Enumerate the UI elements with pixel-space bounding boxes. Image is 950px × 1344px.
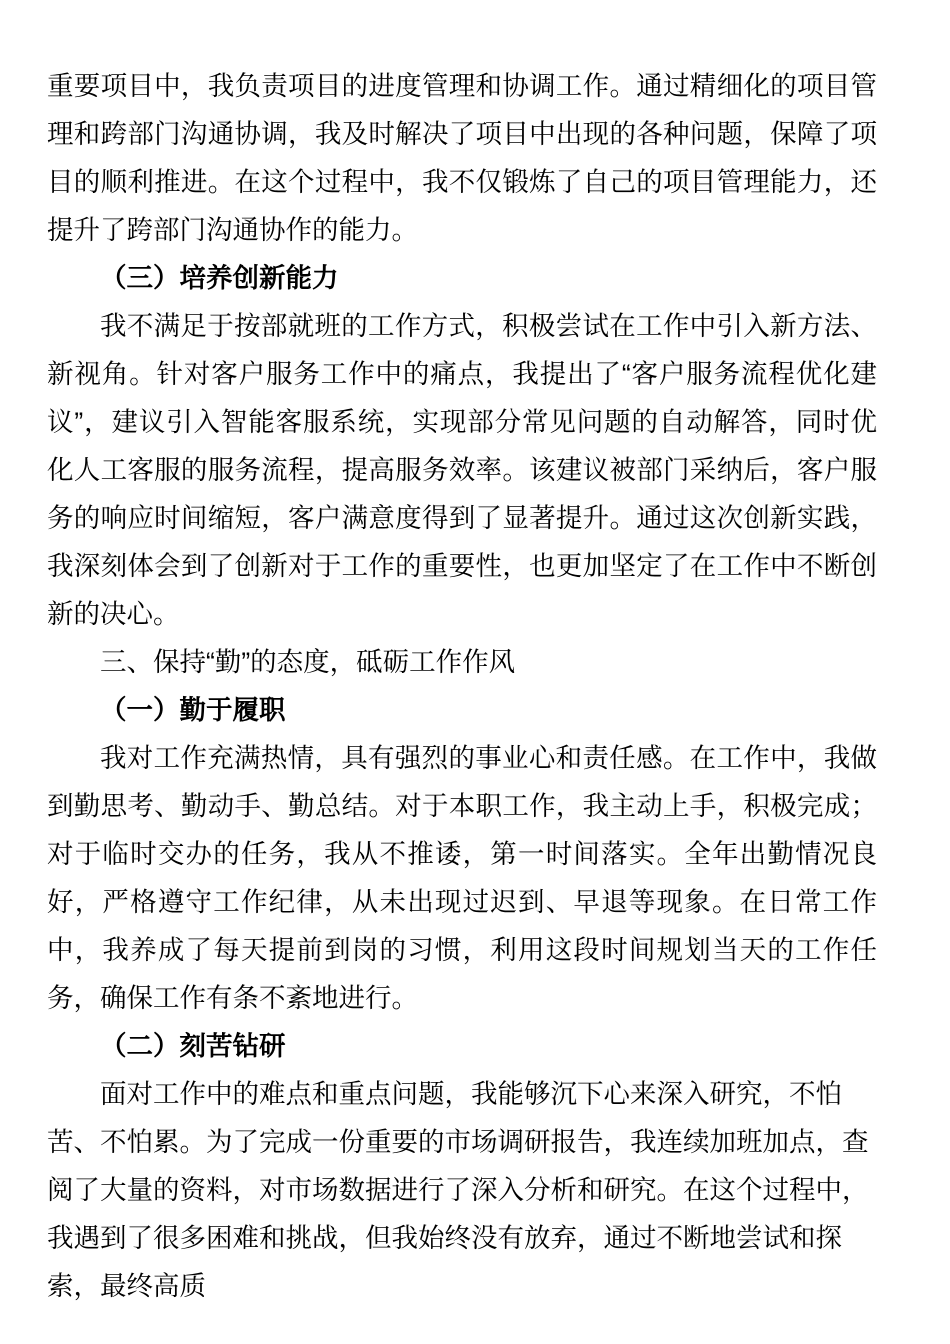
paragraph-hard-study: 面对工作中的难点和重点问题，我能够沉下心来深入研究，不怕苦、不怕累。为了完成一份重要的市场调研报告，我连续加班加点，查阅了大量的资料，对市场数据进行了深入分析和研究。在这个过程中，我遇到了很多困难和挑战，但我始终没有放弃，通过不断地尝试和探索，最终高质: [47, 1079, 869, 1301]
paragraph-innovation: 我不满足于按部就班的工作方式，积极尝试在工作中引入新方法、新视角。针对客户服务工作中的痛点，我提出了“客户服务流程优化建议”，建议引入智能客服系统，实现部分常见问题的自动解答，同时优化人工客服的服务流程，提高服务效率。该建议被部门采纳后，客户服务的响应时间缩短，客户满意度得到了显著提升。通过这次创新实践，我深刻体会到了创新对于工作的重要性，也更加坚定了在工作中不断创新的决心。: [47, 311, 877, 629]
heading-hard-study: （二）刻苦钻研: [100, 1031, 286, 1061]
document-body: [47, 62, 877, 1310]
heading-section-three-diligence: 三、保持“勤”的态度，砥砺工作作风: [100, 647, 516, 677]
heading-diligent-duty: （一）勤于履职: [100, 695, 286, 725]
paragraph-diligent-duty: 我对工作充满热情，具有强烈的事业心和责任感。在工作中，我做到勤思考、勤动手、勤总结。对于本职工作，我主动上手，积极完成；对于临时交办的任务，我从不推诿，第一时间落实。全年出勤情况良好，严格遵守工作纪律，从未出现过迟到、早退等现象。在日常工作中，我养成了每天提前到岗的习惯，利用这段时间规划当天的工作任务，确保工作有条不紊地进行。: [47, 743, 877, 1013]
paragraph-project-management: 重要项目中，我负责项目的进度管理和协调工作。通过精细化的项目管理和跨部门沟通协调，我及时解决了项目中出现的各种问题，保障了项目的顺利推进。在这个过程中，我不仅锻炼了自己的项目管理能力，还提升了跨部门沟通协作的能力。: [47, 71, 877, 245]
heading-cultivate-innovation: （三）培养创新能力: [100, 263, 339, 293]
